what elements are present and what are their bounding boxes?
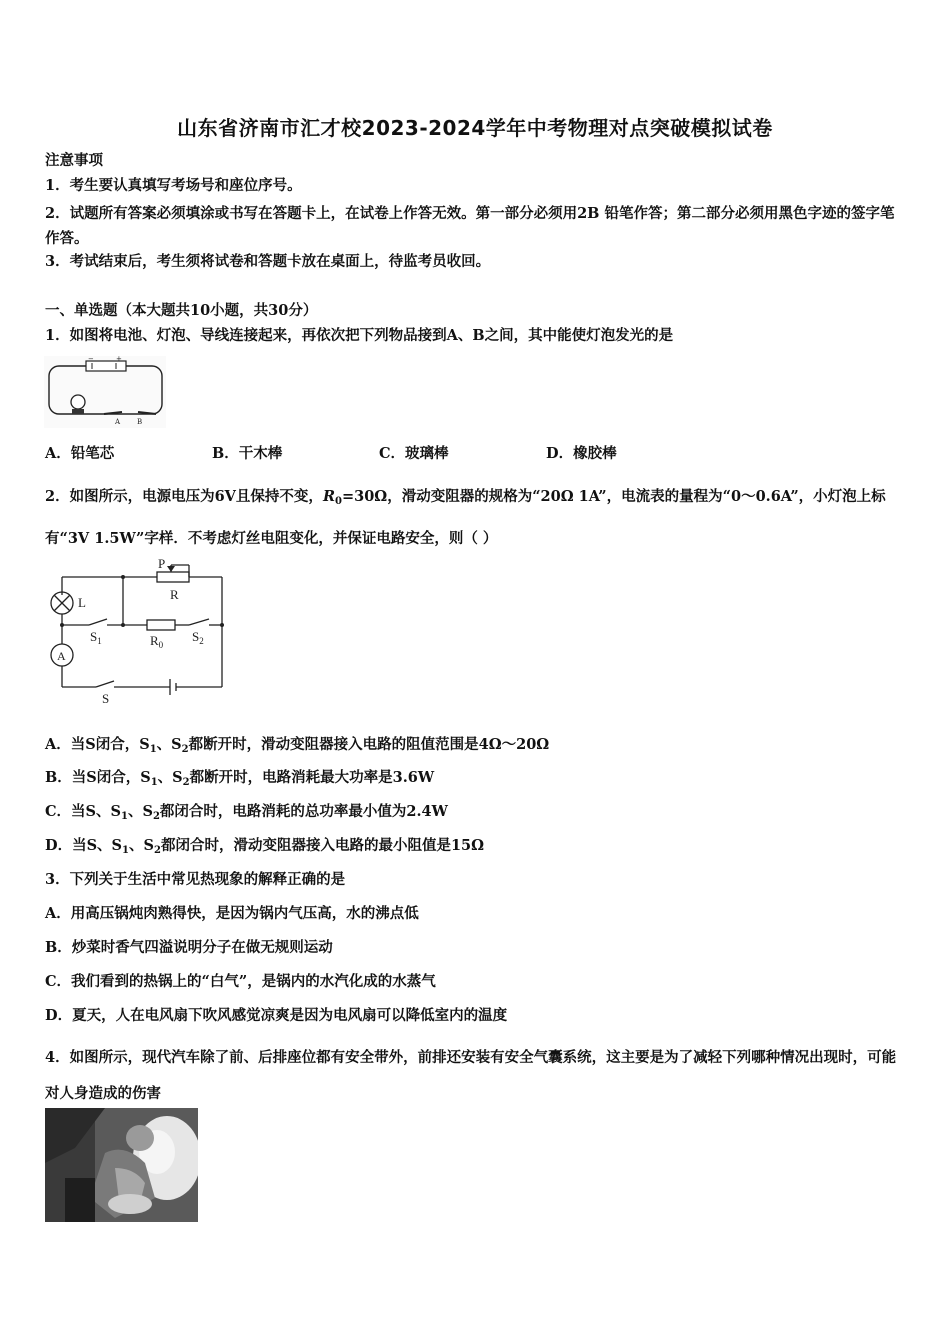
label-r: R [170,587,179,602]
label-p: P [158,556,166,571]
switch-s2 [189,619,209,625]
bulb-icon [71,395,85,409]
switch-s [96,681,114,687]
label-s2: $S_2$ [192,629,204,646]
label-l: L [78,595,86,610]
q4-airbag-photo [45,1108,198,1222]
q1-option-a: A．铅笔芯 [45,445,115,462]
q3-option-d: D．夏天，人在电风扇下吹风感觉凉爽是因为电风扇可以降低室内的温度 [45,1007,508,1024]
q3-option-b: B．炒菜时香气四溢说明分子在做无规则运动 [45,939,333,956]
section-heading: 一、单选题（本大题共10小题，共30分） [45,302,318,319]
label-r0: $R_0$ [150,633,164,650]
q1-circuit-figure [44,356,166,428]
label-a: A [57,649,66,663]
page-title: 山东省济南市汇才校2023-2024学年中考物理对点突破模拟试卷 [177,116,773,140]
q2-option-c: C．当S、$S_1$、$S_2$都闭合时，电路消耗的总功率最小值为2.4W [45,803,448,822]
q2-option-d: D．当S、$S_1$、$S_2$都闭合时，滑动变阻器接入电路的最小阻值是15Ω [45,837,485,856]
notice-item-3: 3．考试结束后，考生须将试卷和答题卡放在桌面上，待监考员收回。 [45,253,491,270]
terminal-b-label: B [137,418,143,426]
svg-text:+: + [116,356,122,363]
q3-option-c: C．我们看到的热锅上的“白气”，是锅内的水汽化成的水蒸气 [45,973,436,990]
label-s: S [102,691,110,706]
q4-stem: 4．如图所示，现代汽车除了前、后排座位都有安全带外，前排还安装有安全气囊系统，这主要是为了减轻下列哪种情况出现时，可能对人身造成的伤害 [45,1049,897,1102]
q2-option-b: B．当S闭合，$S_1$、$S_2$都断开时，电路消耗最大功率是3.6W [45,769,435,788]
svg-text:−: − [88,356,94,363]
q1-option-c: C．玻璃棒 [379,445,449,462]
q3-stem: 3．下列关于生活中常见热现象的解释正确的是 [45,871,346,888]
resistor-r0-icon [147,620,175,630]
q2-circuit-figure [44,555,234,707]
q2-stem: 2．如图所示，电源电压为6V且保持不变，$R_0=30\Omega$，滑动变阻器的规格为“20Ω 1A”，电流表的量程为“0～0.6A”，小灯泡上标有“3V 1.5W”字样．不考虑灯丝电阻变化，并保证电路安全，则（ ） [45,488,886,547]
label-s1: $S_1$ [90,629,102,646]
rheostat-r-icon [157,572,189,582]
notice-heading: 注意事项 [45,152,103,169]
notice-item-2: 2．试题所有答案必须填涂或书写在答题卡上，在试卷上作答无效。第一部分必须用2B 铅笔作答；第二部分必须用黑色字迹的签字笔作答。 [45,205,895,247]
q1-options [45,444,713,464]
q1-option-d: D．橡胶棒 [546,445,617,462]
terminal-a-label: A [115,418,121,426]
q1-stem: 1．如图将电池、灯泡、导线连接起来，再依次把下列物品接到A、B之间，其中能使灯泡发光的是 [45,327,674,344]
q3-option-a: A．用高压锅炖肉熟得快，是因为锅内气压高，水的沸点低 [45,905,419,922]
notice-item-1: 1．考生要认真填写考场号和座位序号。 [45,177,302,194]
q2-option-a: A．当S闭合，$S_1$、$S_2$都断开时，滑动变阻器接入电路的阻值范围是4Ω～20Ω [45,736,550,755]
q1-option-b: B．干木棒 [212,445,283,462]
switch-s1 [89,619,107,625]
